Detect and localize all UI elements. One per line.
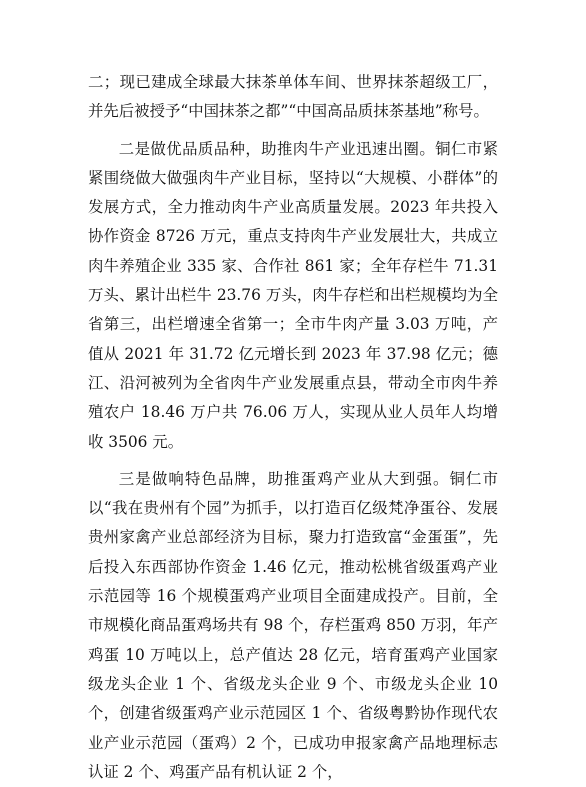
paragraph-continuation: 二；现已建成全球最大抹茶单体车间、世界抹茶超级工厂，并先后被授予“中国抹茶之都”“中国高品质抹茶基地”称号。 (88, 73, 498, 121)
document-body (88, 68, 498, 787)
paragraph-beef-cattle: 二是做优品质品种，助推肉牛产业迅速出圈。铜仁市紧紧围绕做大做强肉牛产业目标，坚持以“大规模、小群体”的发展方式，全力推动肉牛产业高质量发展。2023 年共投入协作资金 8726 万元，重点支持肉牛产业发展壮大，共成立肉牛养殖企业 335 家、合作社 861 家；全年存栏牛 71.31 万头、累计出栏牛 23.76 万头，肉牛存栏和出栏规模均为全省第三，出栏增速全省第一；全市牛肉产量 3.03 万吨，产值从 2021 年 31.72 亿元增长到 2023 年 37.98 亿元；德江、沿河被列为全省肉牛产业发展重点县，带动全市肉牛养殖农户 18.46 万户共 76.06 万人，实现从业人员年人均增收 3506 元。 (88, 139, 498, 451)
paragraph-laying-hens: 三是做响特色品牌，助推蛋鸡产业从大到强。铜仁市以“我在贵州有个园”为抓手，以打造百亿级梵净蛋谷、发展贵州家禽产业总部经济为目标，聚力打造致富“金蛋蛋”，先后投入东西部协作资金 1.46 亿元，推动松桃省级蛋鸡产业示范园等 16 个规模蛋鸡产业项目全面建成投产。目前，全市规模化商品蛋鸡场共有 98 个，存栏蛋鸡 850 万羽，年产鸡蛋 10 万吨以上，总产值达 28 亿元，培育蛋鸡产业国家级龙头企业 1 个、省级龙头企业 9 个、市级龙头企业 10 个，创建省级蛋鸡产业示范园区 1 个、省级粤黔协作现代农业产业示范园（蛋鸡）2 个，已成功申报家禽产品地理标志认证 2 个、鸡蛋产品有机认证 2 个， (88, 469, 498, 781)
